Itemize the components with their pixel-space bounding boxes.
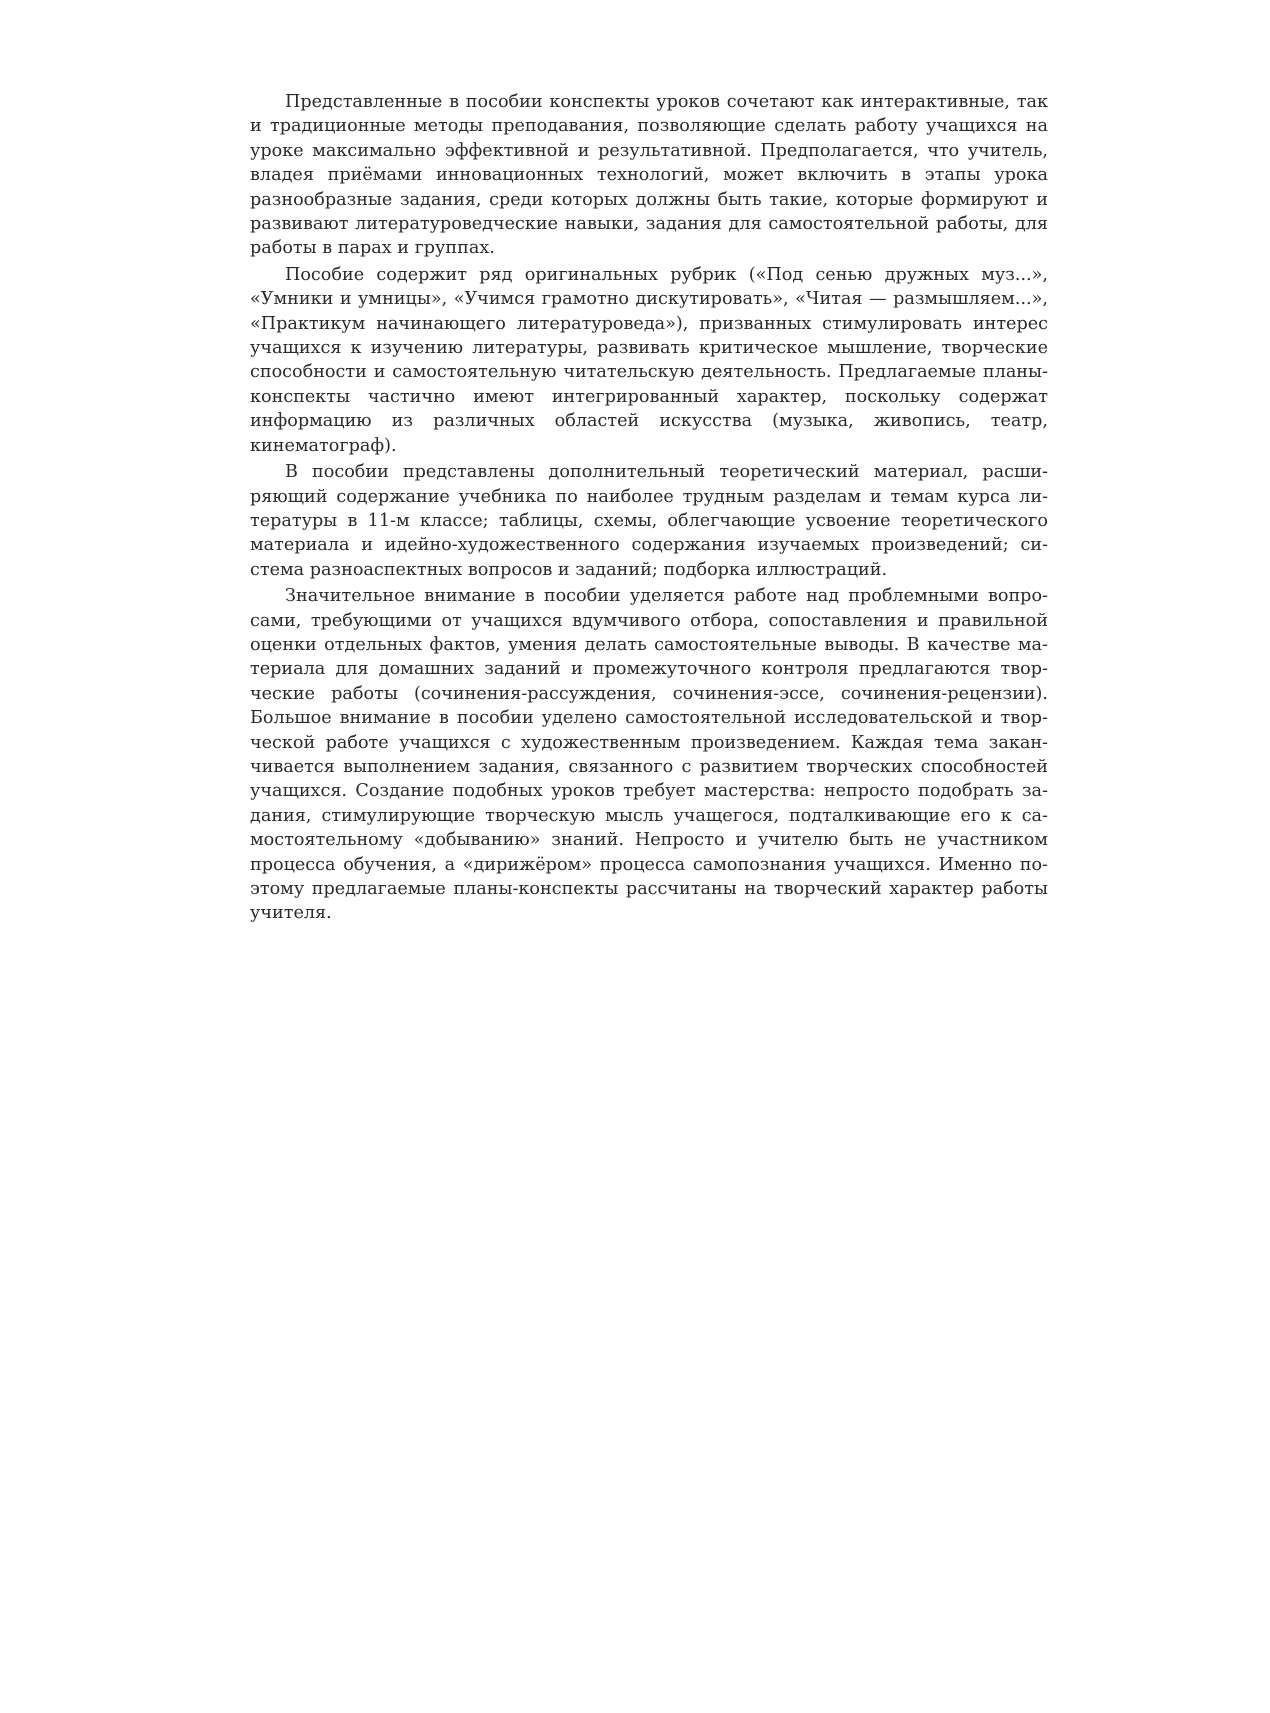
paragraph-4: Значительное внимание в пособии уделяется работе над проблемными вопросами, требующими от учащихся вдумчивого отбора, сопоставления и правильной оценки отдельных фактов, умения делать самостоятельные выводы. В качестве материала для домашних заданий и промежуточного контроля предлагаются творческие работы (сочинения-рассуждения, сочинения-эссе, сочинения-рецензии). Большое внимание в пособии уделено самостоятельной исследовательской и творческой работе учащихся с художественным произведением. Каждая тема заканчивается выполнением задания, связанного с развитием творческих способностей учащихся. Создание подобных уроков требует мастерства: непросто подобрать задания, стимулирующие творческую мысль учащегося, подталкивающие его к самостоятельному «добыванию» знаний. Непросто и учителю быть не участником процесса обучения, а «дирижёром» процесса самопознания учащихся. Именно поэтому предлагаемые планы-конспекты рассчитаны на творческий характер работы учителя. <box>250 586 1048 924</box>
paragraph-3: В пособии представлены дополнительный теоретический материал, расширяющий содержание учебника по наиболее трудным разделам и темам курса литературы в 11-м классе; таблицы, схемы, облегчающие усвоение теоретического материала и идейно-художественного содержания изучаемых произведений; система разноаспектных вопросов и заданий; подборка иллюстраций. <box>250 462 1048 580</box>
paragraph-1: Представленные в пособии конспекты уроков сочетают как интерактивные, так и традиционные методы преподавания, позволяющие сделать работу учащихся на уроке максимально эффективной и результативной. Предполагается, что учитель, владея приёмами инновационных технологий, может включить в этапы урока разнообразные задания, среди которых должны быть такие, которые формируют и развивают литературоведческие навыки, задания для самостоятельной работы, для работы в парах и группах. <box>250 92 1048 259</box>
body-text <box>250 90 1048 928</box>
paragraph-2: Пособие содержит ряд оригинальных рубрик («Под сенью дружных муз...», «Умники и умницы», «Учимся грамотно дискутировать», «Читая — размышляем...», «Практикум начинающего литературоведа»), призванных стимулировать интерес учащихся к изучению литературы, развивать критическое мышление, творческие способности и самостоятельную читательскую деятельность. Предлагаемые планы-конспекты частично имеют интегрированный характер, поскольку содержат информацию из различных областей искусства (музыка, живопись, театр, кинематограф). <box>250 264 1048 456</box>
